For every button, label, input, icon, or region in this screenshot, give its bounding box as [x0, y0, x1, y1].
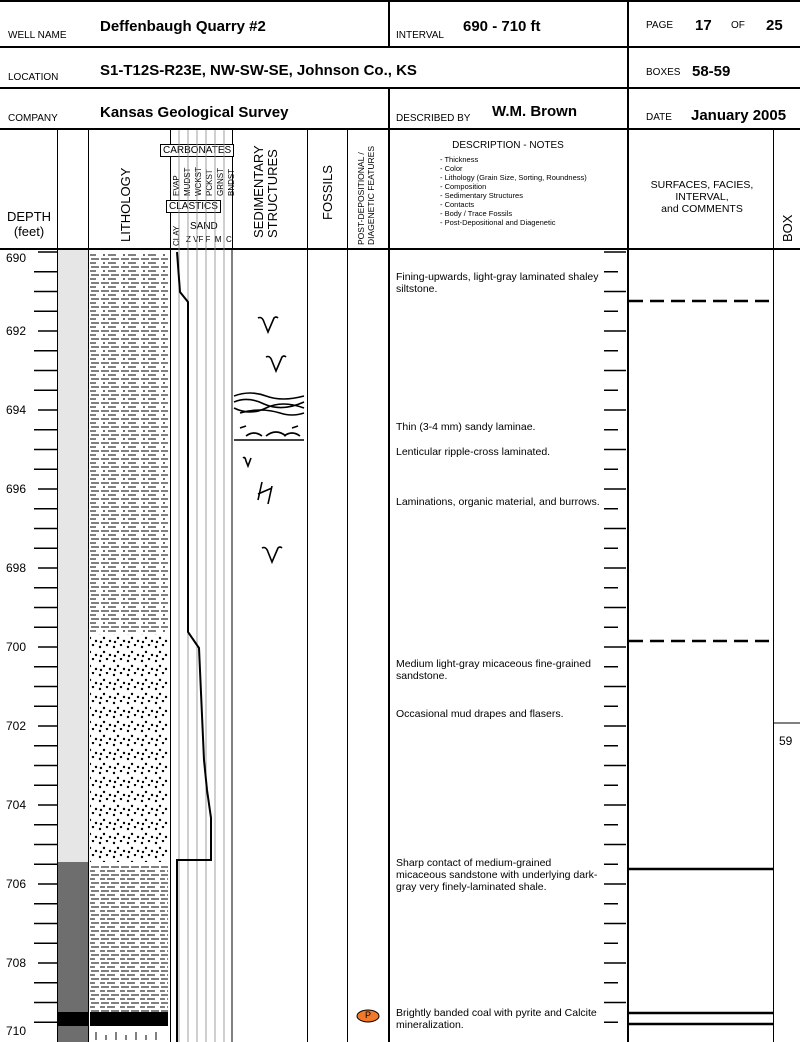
- burrow-symbol: [258, 317, 278, 332]
- sedimentary-structures: [234, 317, 304, 562]
- depth-label: 690: [6, 251, 27, 265]
- lenticular-ripple: [234, 426, 304, 440]
- desc-item: - Thickness: [440, 155, 479, 164]
- depth-label: 698: [6, 561, 27, 575]
- color-black-coal: [58, 1012, 88, 1026]
- description-note: Laminations, organic material, and burrows.: [396, 496, 600, 508]
- sand-header: SAND: [190, 221, 218, 232]
- description-note: Lenticular ripple-cross laminated.: [396, 446, 551, 458]
- date-value: January 2005: [691, 107, 787, 124]
- lithology-siltstone: [90, 252, 168, 632]
- burrow-symbol: [262, 547, 282, 562]
- well-name: Deffenbaugh Quarry #2: [100, 18, 266, 35]
- page-number: 17: [695, 17, 712, 34]
- lithology-sandstone: [90, 634, 168, 862]
- location-label: LOCATION: [8, 72, 59, 83]
- carb-code-bndst: BNDST: [227, 168, 236, 196]
- depth-label: 700: [6, 640, 27, 654]
- post-depositional-header: POST-DEPOSITIONAL / DIAGENETIC FEATURES: [356, 145, 376, 245]
- depth-header: DEPTH (feet): [6, 209, 52, 239]
- well-name-label: WELL NAME: [8, 30, 67, 41]
- description-note: Brightly banded coal with pyrite and Calcite mineralization.: [396, 1007, 597, 1031]
- location-value: S1-T12S-R23E, NW-SW-SE, Johnson Co., KS: [100, 62, 417, 79]
- carb-code-pckst: PCKST: [205, 169, 214, 196]
- description-note: Fining-upwards, light-gray laminated shaley siltstone.: [396, 271, 599, 295]
- color-light-gray: [58, 250, 88, 862]
- desc-item: - Body / Trace Fossils: [440, 209, 513, 218]
- surfaces-header: SURFACES, FACIES, INTERVAL, and COMMENTS: [650, 179, 754, 215]
- desc-item: - Contacts: [440, 200, 475, 209]
- depth-label: 702: [6, 719, 27, 733]
- clay-header: CLAY: [172, 225, 181, 246]
- burrow-symbol: [243, 457, 251, 466]
- fossils-header: FOSSILS: [320, 165, 335, 220]
- lithology-shale: [90, 866, 168, 1012]
- interval-label: INTERVAL: [396, 30, 444, 41]
- depth-label: 694: [6, 403, 27, 417]
- date-label: DATE: [646, 112, 672, 123]
- organic-material-symbol: [258, 482, 272, 504]
- grain-size-grid: [179, 130, 224, 1042]
- depth-label: 704: [6, 798, 27, 812]
- box-number: 59: [779, 734, 793, 748]
- carbonates-header: CARBONATES: [160, 144, 234, 157]
- boxes-value: 58-59: [692, 63, 731, 80]
- color-dark-gray: [58, 862, 88, 1012]
- carb-code-mudst: MUDST: [183, 167, 192, 196]
- page-label: PAGE: [646, 20, 674, 31]
- described-by-label: DESCRIBED BY: [396, 113, 471, 124]
- desc-item: - Composition: [440, 182, 487, 191]
- burrow-symbol: [266, 356, 286, 371]
- description-title: DESCRIPTION - NOTES: [452, 140, 564, 151]
- description-note: Sharp contact of medium-grained micaceous sandstone with underlying dark-gray very finely-laminated shale.: [396, 857, 598, 893]
- of-label: OF: [731, 20, 745, 31]
- desc-item: - Color: [440, 164, 463, 173]
- sedimentary-structures-header: SEDIMENTARY STRUCTURES: [251, 145, 280, 238]
- pyrite-symbol-label: P: [365, 1010, 372, 1020]
- company-label: COMPANY: [8, 113, 58, 124]
- depth-label: 710: [6, 1024, 27, 1038]
- grain-size-codes: Z VF F M C: [186, 235, 232, 244]
- desc-item: - Post-Depositional and Diagenetic: [440, 218, 556, 227]
- depth-label: 708: [6, 956, 27, 970]
- depth-label: 706: [6, 877, 27, 891]
- surfaces-contacts: [629, 301, 773, 1024]
- box-header: BOX: [780, 214, 795, 242]
- carb-code-evap: EVAP: [172, 175, 181, 196]
- lithology-base-ticks: [96, 1032, 156, 1040]
- described-by-value: W.M. Brown: [492, 103, 577, 120]
- description-note: Thin (3-4 mm) sandy laminae.: [396, 421, 536, 433]
- carb-code-wckst: WCKST: [194, 167, 203, 196]
- color-dark-gray-base: [58, 1026, 88, 1042]
- depth-label: 696: [6, 482, 27, 496]
- boxes-label: BOXES: [646, 67, 681, 78]
- company-value: Kansas Geological Survey: [100, 104, 289, 121]
- page-total: 25: [766, 17, 783, 34]
- description-note: Medium light-gray micaceous fine-grained sandstone.: [396, 658, 591, 682]
- ripple-lamination: [234, 393, 304, 415]
- description-note: Occasional mud drapes and flasers.: [396, 708, 564, 720]
- interval-value: 690 - 710 ft: [463, 18, 541, 35]
- lithology-header: LITHOLOGY: [118, 167, 133, 242]
- clastics-header: CLASTICS: [166, 200, 221, 213]
- lithology-coal: [90, 1012, 168, 1026]
- desc-item: - Sedimentary Structures: [440, 191, 523, 200]
- desc-item: - Lithology (Grain Size, Sorting, Roundness): [440, 173, 587, 182]
- depth-label: 692: [6, 324, 27, 338]
- carb-code-grnst: GRNST: [216, 168, 225, 196]
